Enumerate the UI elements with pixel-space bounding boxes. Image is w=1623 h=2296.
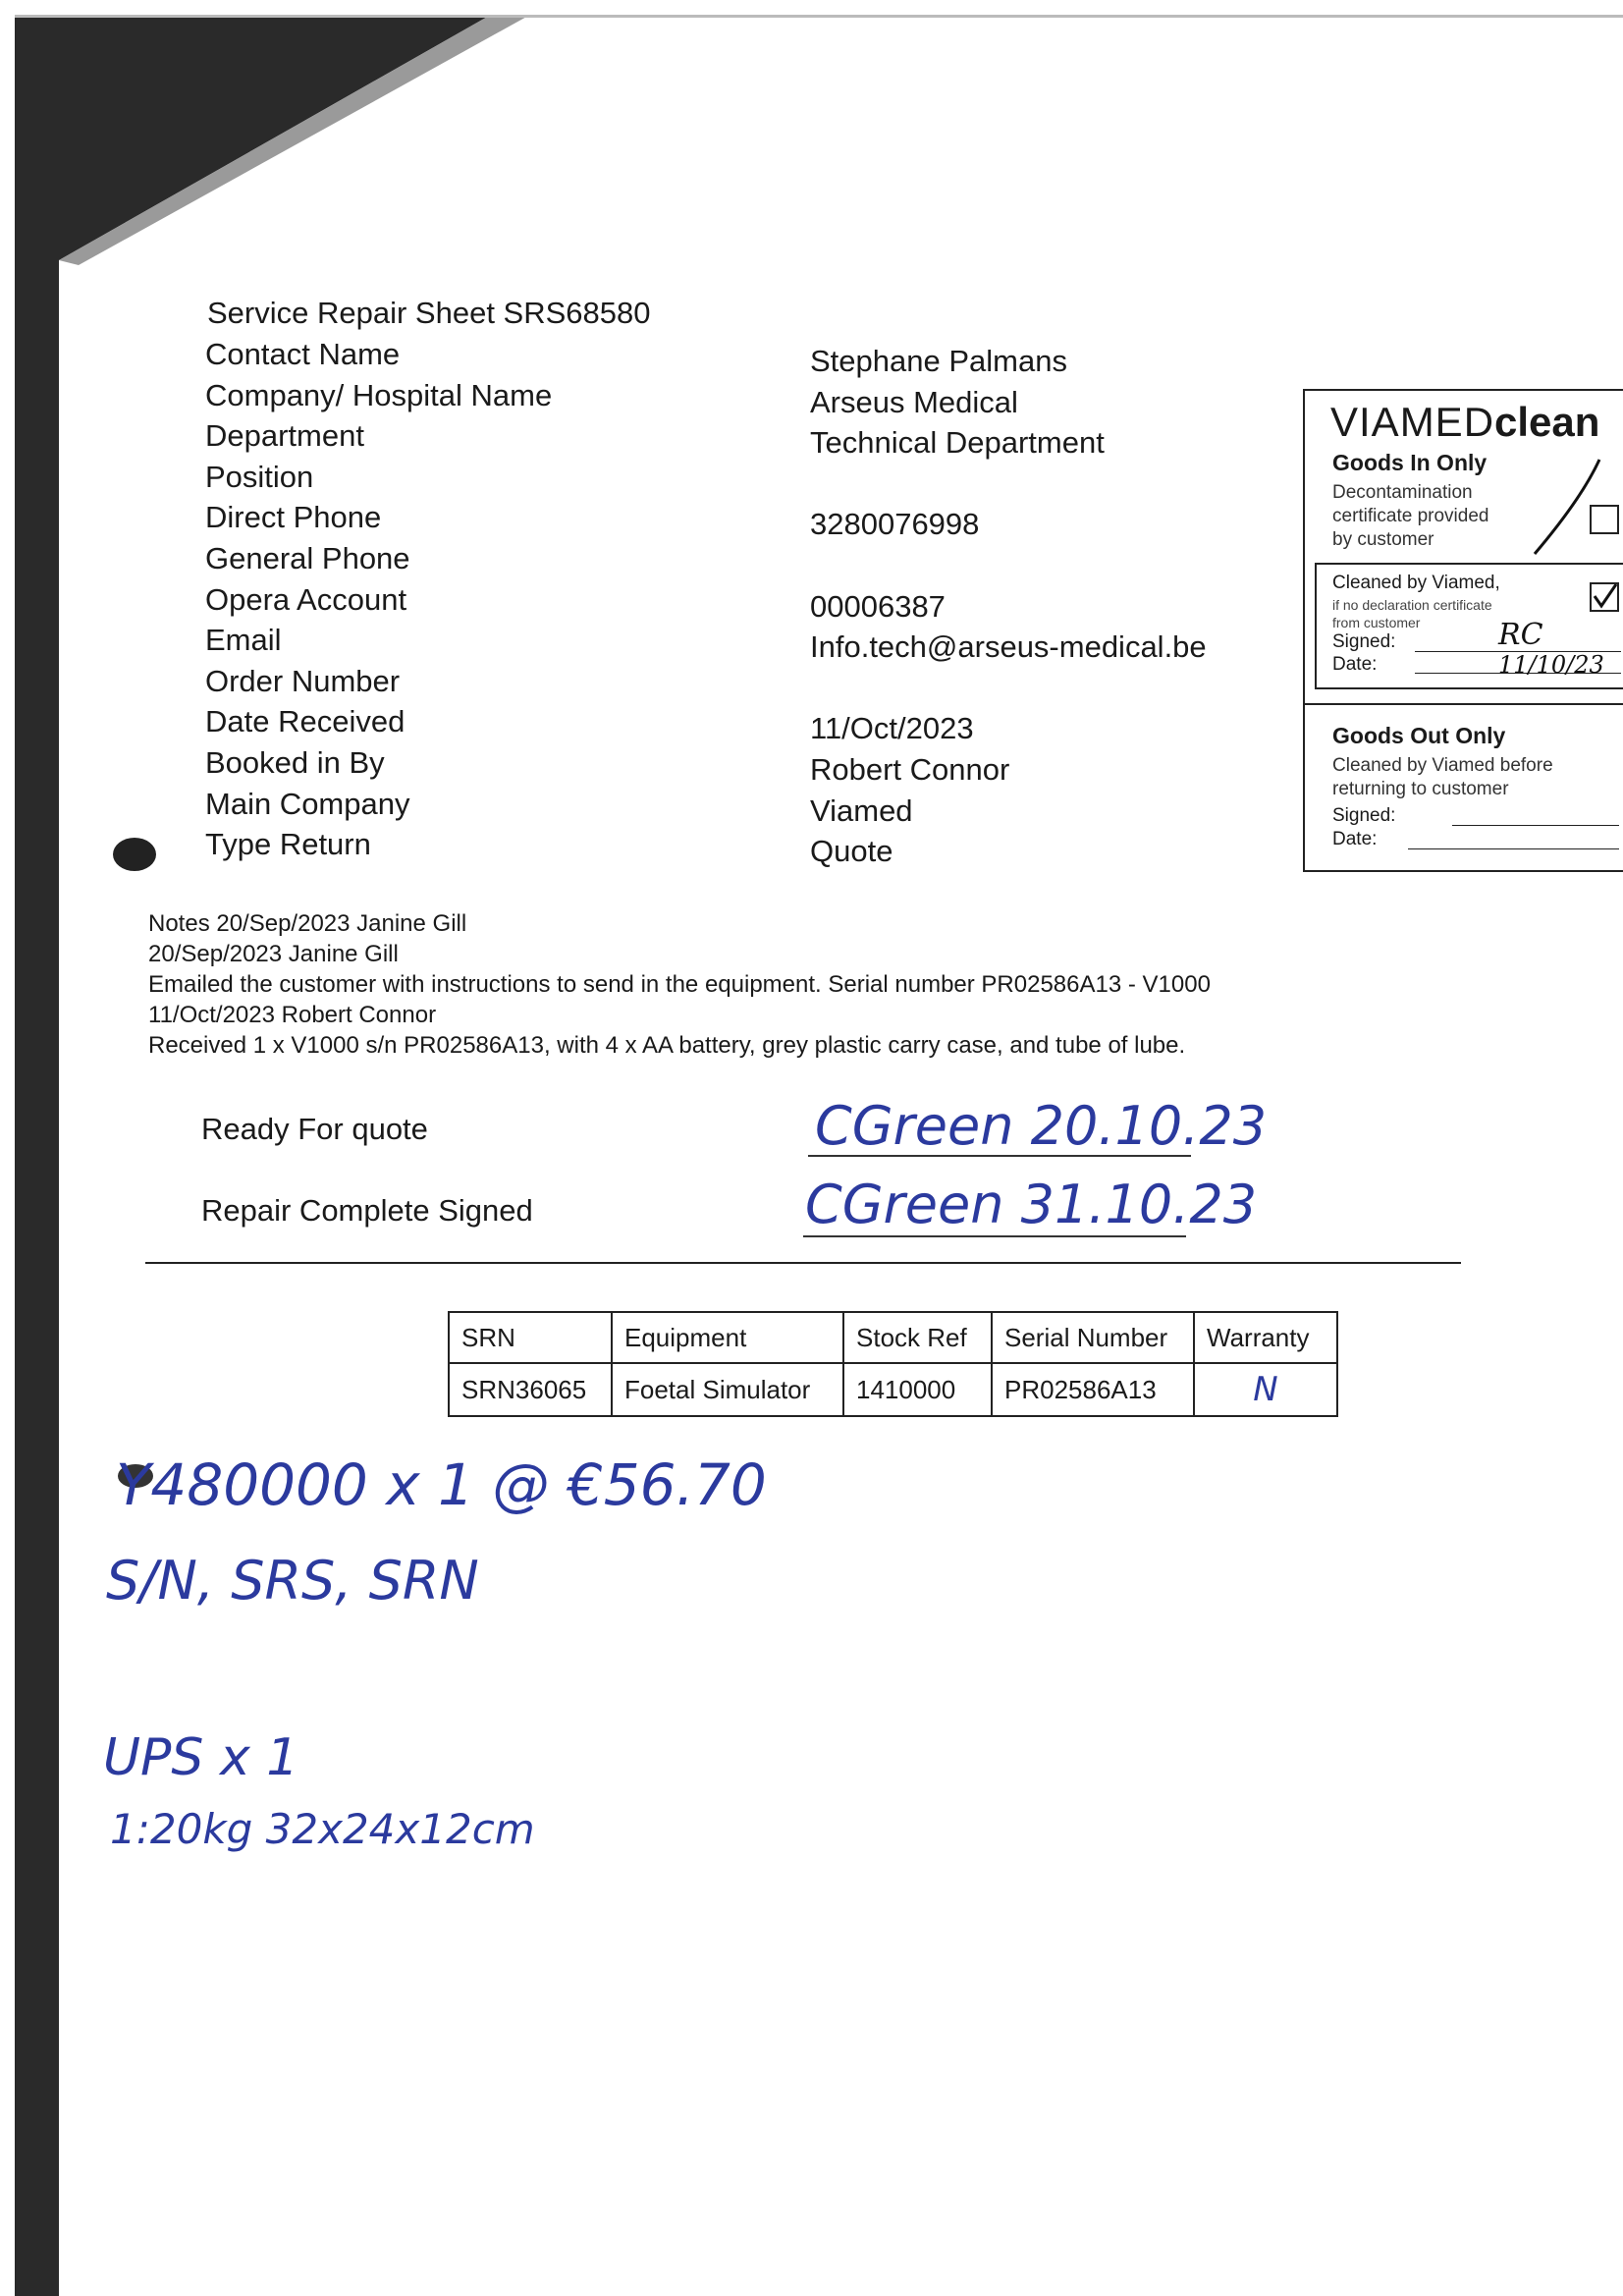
handwritten-line-price: Y480000 x 1 @ €56.70 [116,1451,767,1518]
value-type-return: Quote [810,834,893,869]
label-opera-account: Opera Account [205,581,407,617]
goods-out-date-label: Date: [1332,829,1378,849]
value-contact-name: Stephane Palmans [810,344,1067,378]
repair-complete-signature: CGreen 31.10.23 [805,1174,1258,1235]
field-values [810,341,1207,872]
table-header: Equipment [612,1312,843,1363]
handwritten-line-refs: S/N, SRS, SRN [106,1550,479,1612]
value-department: Technical Department [810,425,1105,461]
table-header-row [449,1312,1337,1363]
ready-for-quote-signature: CGreen 20.10.23 [815,1095,1268,1157]
note-line: 11/Oct/2023 Robert Connor [148,1002,437,1028]
label-email: Email [205,623,282,658]
goods-in-text [1332,481,1488,552]
handwritten-line-dims: 1:20kg 32x24x12cm [110,1805,535,1853]
stamp-brand [1330,399,1599,446]
label-contact-name: Contact Name [205,337,401,371]
note-line: Received 1 x V1000 s/n PR02586A13, with 4 x AA battery, grey plastic carry case, and tube of lube. [148,1032,1186,1059]
table-cell-serial-number: PR02586A13 [992,1363,1194,1416]
table-cell-warranty: N [1194,1363,1337,1416]
goods-in-line1: Decontamination [1332,482,1473,503]
field-labels [205,334,552,865]
note-line: Notes 20/Sep/2023 Janine Gill [148,910,467,937]
table-header: Warranty [1194,1312,1337,1363]
cleaned-signed-value: RC [1498,618,1543,652]
label-main-company: Main Company [205,786,410,821]
cleaned-checkbox[interactable] [1590,582,1619,612]
label-booked-in-by: Booked in By [205,744,385,780]
cleaned-date-value: 11/10/23 [1498,651,1604,679]
section-divider [145,1262,1461,1264]
value-order-number [810,668,1207,709]
value-opera-account: 00006387 [810,588,946,624]
table-header: SRN [449,1312,612,1363]
goods-out-date-line [1408,848,1619,849]
table-row [449,1363,1337,1416]
label-direct-phone: Direct Phone [205,500,382,535]
value-email: Info.tech@arseus-medical.be [810,629,1207,665]
label-type-return: Type Return [205,827,371,862]
note-line: 20/Sep/2023 Janine Gill [148,941,399,967]
repair-complete-line [803,1235,1186,1237]
value-general-phone [810,545,1207,586]
repair-complete-label: Repair Complete Signed [201,1193,533,1228]
value-booked-in-by: Robert Connor [810,751,1010,787]
value-main-company: Viamed [810,793,913,828]
label-general-phone: General Phone [205,540,410,575]
table-header: Stock Ref [843,1312,992,1363]
goods-in-line2: certificate provided [1332,506,1489,526]
stamp-divider [1305,703,1623,705]
goods-in-line3: by customer [1332,529,1434,550]
goods-out-title: Goods Out Only [1332,723,1506,748]
cleaned-date-label: Date: [1332,654,1378,675]
label-department: Department [205,418,364,454]
goods-out-signed-label: Signed: [1332,805,1396,826]
table-cell-srn: SRN36065 [449,1363,612,1416]
cleaned-line1: Cleaned by Viamed, [1332,573,1500,593]
value-date-received: 11/Oct/2023 [810,711,974,746]
stamp-brand-light: VIAMED [1330,399,1495,445]
equipment-table [448,1311,1338,1417]
cleaned-signed-label: Signed: [1332,631,1396,652]
table-header: Serial Number [992,1312,1194,1363]
goods-in-slash-mark [1529,456,1607,560]
label-date-received: Date Received [205,704,406,739]
sheet-title: Service Repair Sheet SRS68580 [207,296,651,330]
stamp-brand-bold: clean [1494,399,1600,445]
viamed-clean-stamp [1303,389,1623,872]
value-position [810,464,1207,505]
goods-out-text [1332,754,1553,801]
checkmark-icon [1592,584,1617,610]
cleaned-by-viamed-box [1315,563,1623,689]
table-cell-stock-ref: 1410000 [843,1363,992,1416]
ready-for-quote-line [808,1155,1191,1157]
cleaned-note [1332,596,1492,631]
cleaned-line3: from customer [1332,615,1421,630]
ready-for-quote-label: Ready For quote [201,1112,428,1146]
cleaned-line2: if no declaration certificate [1332,597,1492,613]
value-direct-phone: 3280076998 [810,507,980,542]
note-line: Emailed the customer with instructions to send in the equipment. Serial number PR02586A13 - V1000 [148,971,1211,998]
label-position: Position [205,459,314,494]
label-order-number: Order Number [205,663,401,698]
goods-out-signed-line [1452,825,1619,826]
goods-out-line2: returning to customer [1332,779,1509,799]
table-cell-equipment: Foetal Simulator [612,1363,843,1416]
handwritten-line-ups: UPS x 1 [103,1728,299,1787]
goods-in-title: Goods In Only [1332,450,1488,475]
notes-block [148,908,1211,1061]
value-company: Arseus Medical [810,384,1018,419]
label-company: Company/ Hospital Name [205,377,553,412]
goods-out-line1: Cleaned by Viamed before [1332,755,1553,776]
